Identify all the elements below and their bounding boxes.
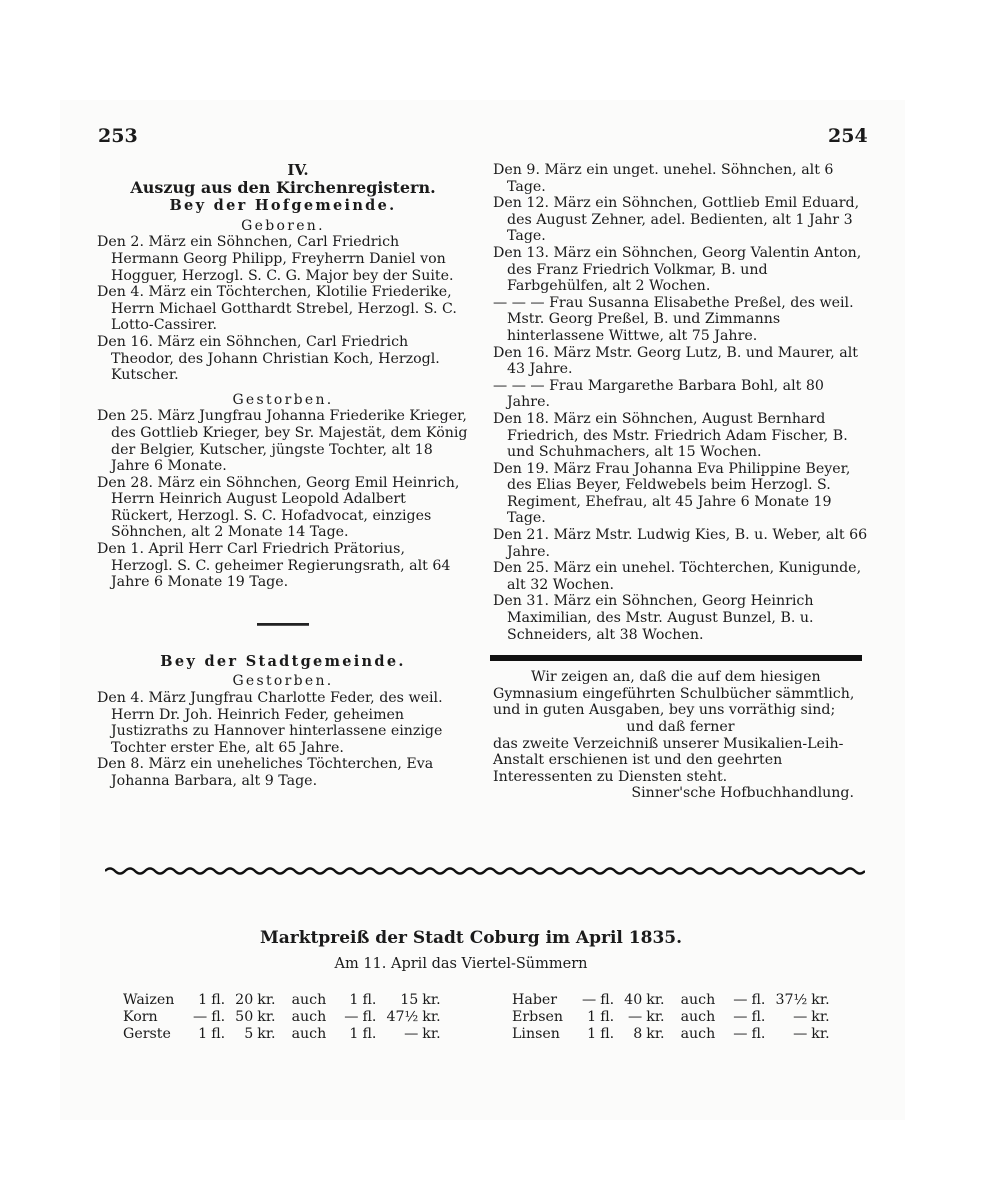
price-row: [512, 1009, 834, 1026]
conjunction: auch: [291, 1026, 327, 1042]
unit-kreuzer: kr.: [422, 1026, 441, 1042]
unit-kreuzer: kr.: [811, 992, 830, 1008]
notice-text: und daß ferner: [626, 719, 735, 735]
unit-florin: fl.: [600, 992, 615, 1008]
price-florin: 1: [349, 992, 359, 1008]
grain-name: Linsen: [512, 1026, 560, 1042]
death-entry: Den 4. März Jungfrau Charlotte Feder, des weil. Herrn Dr. Joh. Heinrich Feder, geheimen Justizraths zu Hannover hinterlassene einzige Tochter erster Ehe, alt 65 Jahre.: [97, 690, 443, 756]
unit-kreuzer: kr.: [257, 992, 276, 1008]
conjunction: auch: [291, 992, 327, 1008]
conjunction: auch: [680, 1009, 716, 1025]
price-row: [123, 992, 445, 1009]
unit-kreuzer: kr.: [422, 1009, 441, 1025]
price-florin: —: [344, 1009, 359, 1025]
price-row: [123, 1009, 445, 1026]
thick-divider: [490, 655, 862, 661]
price-table-left: [123, 992, 445, 1043]
price-kreuzer: 40: [624, 992, 643, 1008]
conjunction: auch: [680, 992, 716, 1008]
death-entry: Den 31. März ein Söhnchen, Georg Heinrich Maximilian, des Mstr. August Bunzel, B. u. Schneiders, alt 38 Wochen.: [493, 593, 814, 643]
price-kreuzer: 47½: [386, 1009, 419, 1025]
subheading-geboren: Geboren.: [241, 217, 325, 234]
death-entry: Den 1. April Herr Carl Friedrich Prätorius, Herzogl. S. C. geheimer Regierungsrath, alt 64 Jahre 6 Monate 19 Tage.: [97, 541, 451, 591]
price-kreuzer: 5: [244, 1026, 254, 1042]
price-florin: —: [733, 1009, 748, 1025]
notice-text: das zweite Verzeichniß unserer Musikalien-Leih-Anstalt erschienen ist und den geehrten Interessenten zu Diensten steht.: [493, 735, 844, 785]
price-kreuzer: —: [404, 1026, 419, 1042]
price-florin: 1: [587, 1026, 597, 1042]
price-kreuzer: —: [628, 1009, 643, 1025]
section-heading-hofgemeinde: Bey der Hofgemeinde.: [169, 197, 397, 215]
market-subtitle: Am 11. April das Viertel-Sümmern: [334, 956, 588, 972]
price-florin: 1: [198, 992, 208, 1008]
unit-florin: fl.: [600, 1026, 615, 1042]
page-number-left: 253: [98, 125, 138, 147]
price-row: [123, 1026, 445, 1043]
death-entry: Den 18. März ein Söhnchen, August Bernhard Friedrich, des Mstr. Friedrich Adam Fischer, B. und Schuhmachers, alt 15 Wochen.: [493, 410, 848, 461]
death-entry: Den 25. März ein unehel. Töchterchen, Kunigunde, alt 32 Wochen.: [493, 560, 862, 593]
unit-florin: fl.: [362, 992, 377, 1008]
unit-kreuzer: kr.: [646, 992, 665, 1008]
unit-florin: fl.: [751, 992, 766, 1008]
unit-florin: fl.: [751, 1026, 766, 1042]
unit-kreuzer: kr.: [811, 1009, 830, 1025]
left-column: [97, 162, 469, 790]
grain-name: Gerste: [123, 1026, 171, 1042]
death-entry: Den 8. März ein uneheliches Töchterchen, Eva Johanna Barbara, alt 9 Tage.: [97, 756, 434, 789]
market-section: [60, 928, 940, 972]
price-florin: —: [582, 992, 597, 1008]
bookshop-notice: [493, 669, 868, 802]
price-florin: 1: [349, 1026, 359, 1042]
grain-name: Haber: [512, 992, 558, 1008]
conjunction: auch: [291, 1009, 327, 1025]
unit-florin: fl.: [362, 1026, 377, 1042]
unit-kreuzer: kr.: [811, 1026, 830, 1042]
price-kreuzer: 15: [400, 992, 419, 1008]
grain-name: Erbsen: [512, 1009, 564, 1025]
page-number-right: 254: [828, 125, 868, 147]
birth-entry: Den 16. März ein Söhnchen, Carl Friedrich Theodor, des Johann Christian Koch, Herzogl. Kutscher.: [97, 333, 440, 384]
grain-name: Korn: [123, 1009, 158, 1025]
death-entry: Den 12. März ein Söhnchen, Gottlieb Emil Eduard, des August Zehner, adel. Bedienten, alt 1 Jahr 3 Tage.: [493, 195, 860, 245]
price-kreuzer: —: [793, 1009, 808, 1025]
grain-name: Waizen: [123, 992, 175, 1008]
price-kreuzer: 37½: [775, 992, 808, 1008]
death-entry: Den 19. März Frau Johanna Eva Philippine Beyer, des Elias Beyer, Feldwebels beim Herzogl. S. Regiment, Ehefrau, alt 45 Jahre 6 Monate 19 Tage.: [493, 460, 851, 527]
price-florin: —: [733, 992, 748, 1008]
subheading-gestorben-stadt: Gestorben.: [232, 673, 334, 690]
notice-text: Wir zeigen an, daß die auf dem hiesigen Gymnasium eingeführten Schulbücher sämmtlich, und in guten Ausgaben, bey uns vorräthig sind;: [493, 669, 855, 719]
unit-kreuzer: kr.: [422, 992, 441, 1008]
market-title: Marktpreiß der Stadt Coburg im April 1835.: [259, 928, 683, 948]
unit-florin: fl.: [600, 1009, 615, 1025]
section-number: IV.: [287, 161, 309, 179]
price-florin: 1: [198, 1026, 208, 1042]
death-entry: Den 13. März ein Söhnchen, Georg Valentin Anton, des Franz Friedrich Volkmar, B. und Farbgehülfen, alt 2 Wochen.: [493, 244, 862, 295]
subheading-gestorben: Gestorben.: [232, 391, 334, 408]
birth-entry: Den 2. März ein Söhnchen, Carl Friedrich Hermann Georg Philipp, Freyherrn Daniel von Hogguer, Herzogl. S. C. G. Major bey der Suite.: [97, 234, 454, 284]
price-row: [512, 992, 834, 1009]
price-table-right: [512, 992, 834, 1043]
unit-florin: fl.: [362, 1009, 377, 1025]
conjunction: auch: [680, 1026, 716, 1042]
death-entry: Den 9. März ein unget. unehel. Söhnchen, alt 6 Tage.: [493, 162, 834, 195]
price-row: [512, 1026, 834, 1043]
wavy-divider: [105, 864, 865, 878]
death-entry: Den 21. März Mstr. Ludwig Kies, B. u. Weber, alt 66 Jahre.: [493, 527, 868, 560]
price-kreuzer: —: [793, 1026, 808, 1042]
unit-kreuzer: kr.: [257, 1026, 276, 1042]
section-divider: [257, 623, 309, 626]
price-kreuzer: 20: [235, 992, 254, 1008]
right-column: [493, 162, 868, 802]
unit-kreuzer: kr.: [646, 1026, 665, 1042]
price-florin: —: [733, 1026, 748, 1042]
notice-signature: Sinner'sche Hofbuchhandlung.: [631, 785, 854, 802]
unit-florin: fl.: [211, 992, 226, 1008]
price-kreuzer: 50: [235, 1009, 254, 1025]
price-florin: 1: [587, 1009, 597, 1025]
unit-kreuzer: kr.: [646, 1009, 665, 1025]
birth-entry: Den 4. März ein Töchterchen, Klotilie Friederike, Herrn Michael Gotthardt Strebel, Herzogl. S. C. Lotto-Cassirer.: [97, 284, 457, 334]
death-entry: — — — Frau Susanna Elisabethe Preßel, des weil. Mstr. Georg Preßel, B. und Zimmanns hinterlassene Wittwe, alt 75 Jahre.: [493, 294, 854, 344]
death-entry: Den 28. März ein Söhnchen, Georg Emil Heinrich, Herrn Heinrich August Leopold Adalbert Rückert, Herzogl. S. C. Hofadvocat, einziges Söhnchen, alt 2 Monate 14 Tage.: [97, 474, 460, 541]
section-heading-stadtgemeinde: Bey der Stadtgemeinde.: [160, 652, 406, 670]
unit-kreuzer: kr.: [257, 1009, 276, 1025]
unit-florin: fl.: [211, 1009, 226, 1025]
price-kreuzer: 8: [633, 1026, 643, 1042]
death-entry: — — — Frau Margarethe Barbara Bohl, alt 80 Jahre.: [493, 377, 824, 411]
death-entry: Den 16. März Mstr. Georg Lutz, B. und Maurer, alt 43 Jahre.: [493, 344, 858, 378]
death-entry: Den 25. März Jungfrau Johanna Friederike Krieger, des Gottlieb Krieger, bey Sr. Majestät, dem König der Belgier, Kutscher, jüngste Tochter, alt 18 Jahre 6 Monate.: [97, 408, 468, 475]
article-title: Auszug aus den Kirchenregistern.: [130, 177, 436, 197]
unit-florin: fl.: [211, 1026, 226, 1042]
price-florin: —: [193, 1009, 208, 1025]
unit-florin: fl.: [751, 1009, 766, 1025]
